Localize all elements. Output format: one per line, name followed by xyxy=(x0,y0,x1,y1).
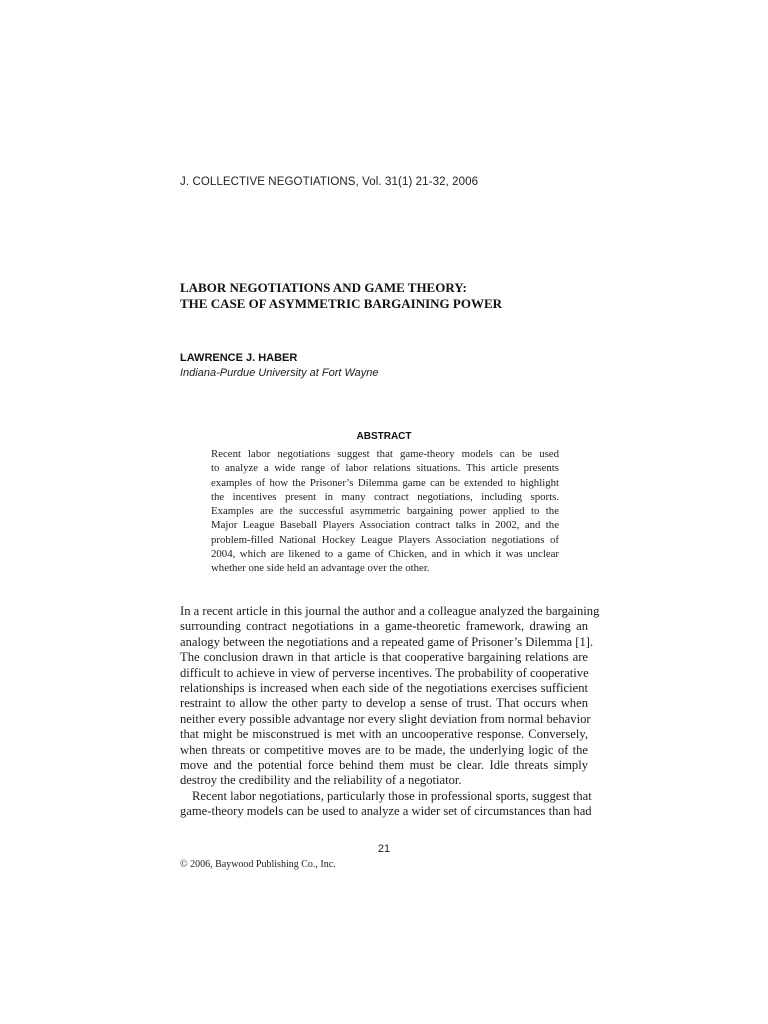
page-number: 21 xyxy=(377,843,391,855)
abstract-line: problem-filled National Hockey League Players Association negotiations of xyxy=(211,533,559,546)
body-line: destroy the credibility and the reliability of a negotiator. xyxy=(180,773,462,788)
author-affiliation: Indiana-Purdue University at Fort Wayne xyxy=(180,367,379,379)
abstract-line: examples of how the Prisoner’s Dilemma game can be extended to highlight xyxy=(211,476,559,489)
body-line: In a recent article in this journal the author and a colleague analyzed the bargaining xyxy=(180,604,600,618)
body-line: move and the potential force behind them must be clear. Idle threats simply xyxy=(180,757,588,772)
abstract-line: whether one side held an advantage over the other. xyxy=(211,562,430,575)
abstract-line: to analyze a wide range of labor relations situations. This article presents xyxy=(211,462,559,475)
article-title-line: THE CASE OF ASYMMETRIC BARGAINING POWER xyxy=(180,296,503,311)
copyright-notice: © 2006, Baywood Publishing Co., Inc. xyxy=(180,859,336,870)
body-text xyxy=(180,604,600,819)
body-line: difficult to achieve in view of perverse incentives. The probability of cooperative xyxy=(180,665,589,680)
abstract-line: Recent labor negotiations suggest that game-theory models can be used xyxy=(211,448,559,460)
body-line: neither every possible advantage nor every slight deviation from normal behavior xyxy=(180,711,591,726)
abstract-line: the incentives present in many contract negotiations, including sports. xyxy=(211,490,559,503)
journal-citation: J. COLLECTIVE NEGOTIATIONS, Vol. 31(1) 21-32, 2006 xyxy=(180,176,479,188)
body-line: that might be misconstrued is met with an uncooperative response. Conversely, xyxy=(180,727,588,742)
body-line: analogy between the negotiations and a repeated game of Prisoner’s Dilemma [1]. xyxy=(180,634,594,649)
abstract-line: 2004, which are likened to a game of Chicken, and in which it was unclear xyxy=(211,548,559,561)
body-line: Recent labor negotiations, particularly those in professional sports, suggest that xyxy=(192,788,592,803)
abstract-line: Major League Baseball Players Association contract talks in 2002, and the xyxy=(211,519,559,532)
body-line: when threats or competitive moves are to be made, the underlying logic of the xyxy=(180,742,588,757)
author-name: LAWRENCE J. HABER xyxy=(180,352,298,364)
body-line: restraint to allow the other party to develop a sense of trust. That occurs when xyxy=(180,696,588,711)
abstract-heading: ABSTRACT xyxy=(356,431,412,442)
body-line: game-theory models can be used to analyze a wider set of circumstances than had xyxy=(180,804,592,819)
body-line: surrounding contract negotiations in a game-theoretic framework, drawing an xyxy=(180,619,588,634)
article-title xyxy=(180,280,600,312)
abstract-line: Examples are the successful asymmetric bargaining power applied to the xyxy=(211,505,559,518)
abstract-text xyxy=(211,447,559,576)
body-line: The conclusion drawn in that article is that cooperative bargaining relations are xyxy=(180,650,588,665)
body-line: relationships is increased when each side of the negotiations exercises sufficient xyxy=(180,680,588,695)
article-title-line: LABOR NEGOTIATIONS AND GAME THEORY: xyxy=(180,280,467,295)
